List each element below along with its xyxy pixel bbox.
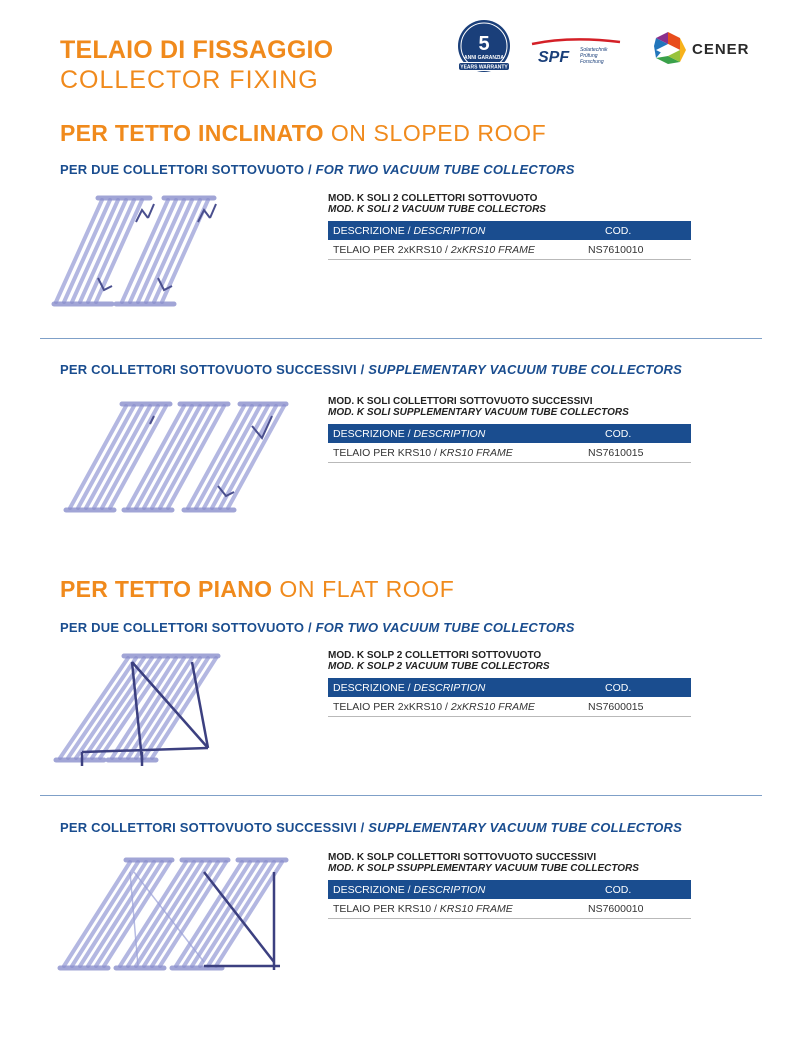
product-name-en: MOD. K SOLI 2 VACUUM TUBE COLLECTORS <box>328 204 546 215</box>
badge-number: 5 <box>478 33 490 55</box>
section-heading-sloped-roof: PER TETTO INCLINATO ON SLOPED ROOF <box>60 120 547 146</box>
badge-line2: YEARS WARRANTY <box>460 64 508 71</box>
subsection-heading: PER DUE COLLETTORI SOTTOVUOTO / FOR TWO VACUUM TUBE COLLECTORS <box>60 162 575 177</box>
collector-illustration-sloped-two <box>50 188 225 320</box>
warranty-badge-icon <box>454 18 514 78</box>
header-code: COD. <box>605 883 632 896</box>
spf-sub1: Solartechnik <box>580 47 608 53</box>
cener-text: CENER <box>692 41 750 58</box>
product-block <box>328 650 691 717</box>
row-code: NS7610015 <box>588 447 644 459</box>
row-code: NS7600010 <box>588 903 644 915</box>
spf-sub3: Forschung <box>580 59 604 65</box>
product-name: MOD. K SOLP COLLETTORI SOTTOVUOTO SUCCESSIVI <box>328 852 597 863</box>
spf-text: SPF <box>538 49 570 66</box>
cener-logo <box>650 28 760 68</box>
product-block <box>328 852 691 919</box>
header-code: COD. <box>605 427 632 440</box>
divider <box>40 338 762 339</box>
subsection-heading: PER COLLETTORI SOTTOVUOTO SUCCESSIVI / SUPPLEMENTARY VACUUM TUBE COLLECTORS <box>60 820 682 835</box>
collector-illustration-flat-supplementary <box>54 852 290 982</box>
subsection-heading: PER DUE COLLETTORI SOTTOVUOTO / FOR TWO VACUUM TUBE COLLECTORS <box>60 620 575 635</box>
section-heading-flat-roof: PER TETTO PIANO ON FLAT ROOF <box>60 576 455 602</box>
header-description: DESCRIZIONE / DESCRIPTION <box>333 681 486 694</box>
collector-illustration-sloped-supplementary <box>50 396 290 524</box>
product-name: MOD. K SOLI 2 COLLETTORI SOTTOVUOTO <box>328 193 538 204</box>
row-code: NS7600015 <box>588 701 644 713</box>
product-block <box>328 396 691 463</box>
header-description: DESCRIZIONE / DESCRIPTION <box>333 427 486 440</box>
row-description: TELAIO PER KRS10 / KRS10 FRAME <box>333 903 513 915</box>
page-title: TELAIO DI FISSAGGIO <box>60 36 334 64</box>
row-description: TELAIO PER 2xKRS10 / 2xKRS10 FRAME <box>333 701 535 713</box>
product-name-en: MOD. K SOLP 2 VACUUM TUBE COLLECTORS <box>328 661 550 672</box>
product-name: MOD. K SOLP 2 COLLETTORI SOTTOVUOTO <box>328 650 542 661</box>
row-description: TELAIO PER KRS10 / KRS10 FRAME <box>333 447 513 459</box>
table-row <box>328 697 691 717</box>
table-header <box>328 424 691 443</box>
subsection-heading: PER COLLETTORI SOTTOVUOTO SUCCESSIVI / SUPPLEMENTARY VACUUM TUBE COLLECTORS <box>60 362 682 377</box>
product-name-en: MOD. K SOLP SSUPPLEMENTARY VACUUM TUBE COLLECTORS <box>328 863 639 874</box>
header-description: DESCRIZIONE / DESCRIPTION <box>333 224 486 237</box>
row-description: TELAIO PER 2xKRS10 / 2xKRS10 FRAME <box>333 244 535 256</box>
table-row <box>328 899 691 919</box>
product-name: MOD. K SOLI COLLETTORI SOTTOVUOTO SUCCESSIVI <box>328 396 593 407</box>
collector-illustration-flat-two <box>52 648 222 772</box>
spf-logo <box>530 36 630 66</box>
row-code: NS7610010 <box>588 244 644 256</box>
header-code: COD. <box>605 681 632 694</box>
table-header <box>328 678 691 697</box>
table-row <box>328 240 691 260</box>
divider <box>40 795 762 796</box>
badge-line1: ANNI GARANZIA <box>464 55 504 61</box>
certification-logos <box>450 18 760 78</box>
product-block <box>328 193 691 260</box>
page-subtitle: COLLECTOR FIXING <box>60 66 319 94</box>
header-description: DESCRIZIONE / DESCRIPTION <box>333 883 486 896</box>
table-header <box>328 221 691 240</box>
product-name-en: MOD. K SOLI SUPPLEMENTARY VACUUM TUBE COLLECTORS <box>328 407 629 418</box>
spf-sub2: Prüfung <box>580 53 598 59</box>
table-row <box>328 443 691 463</box>
header-code: COD. <box>605 224 632 237</box>
table-header <box>328 880 691 899</box>
